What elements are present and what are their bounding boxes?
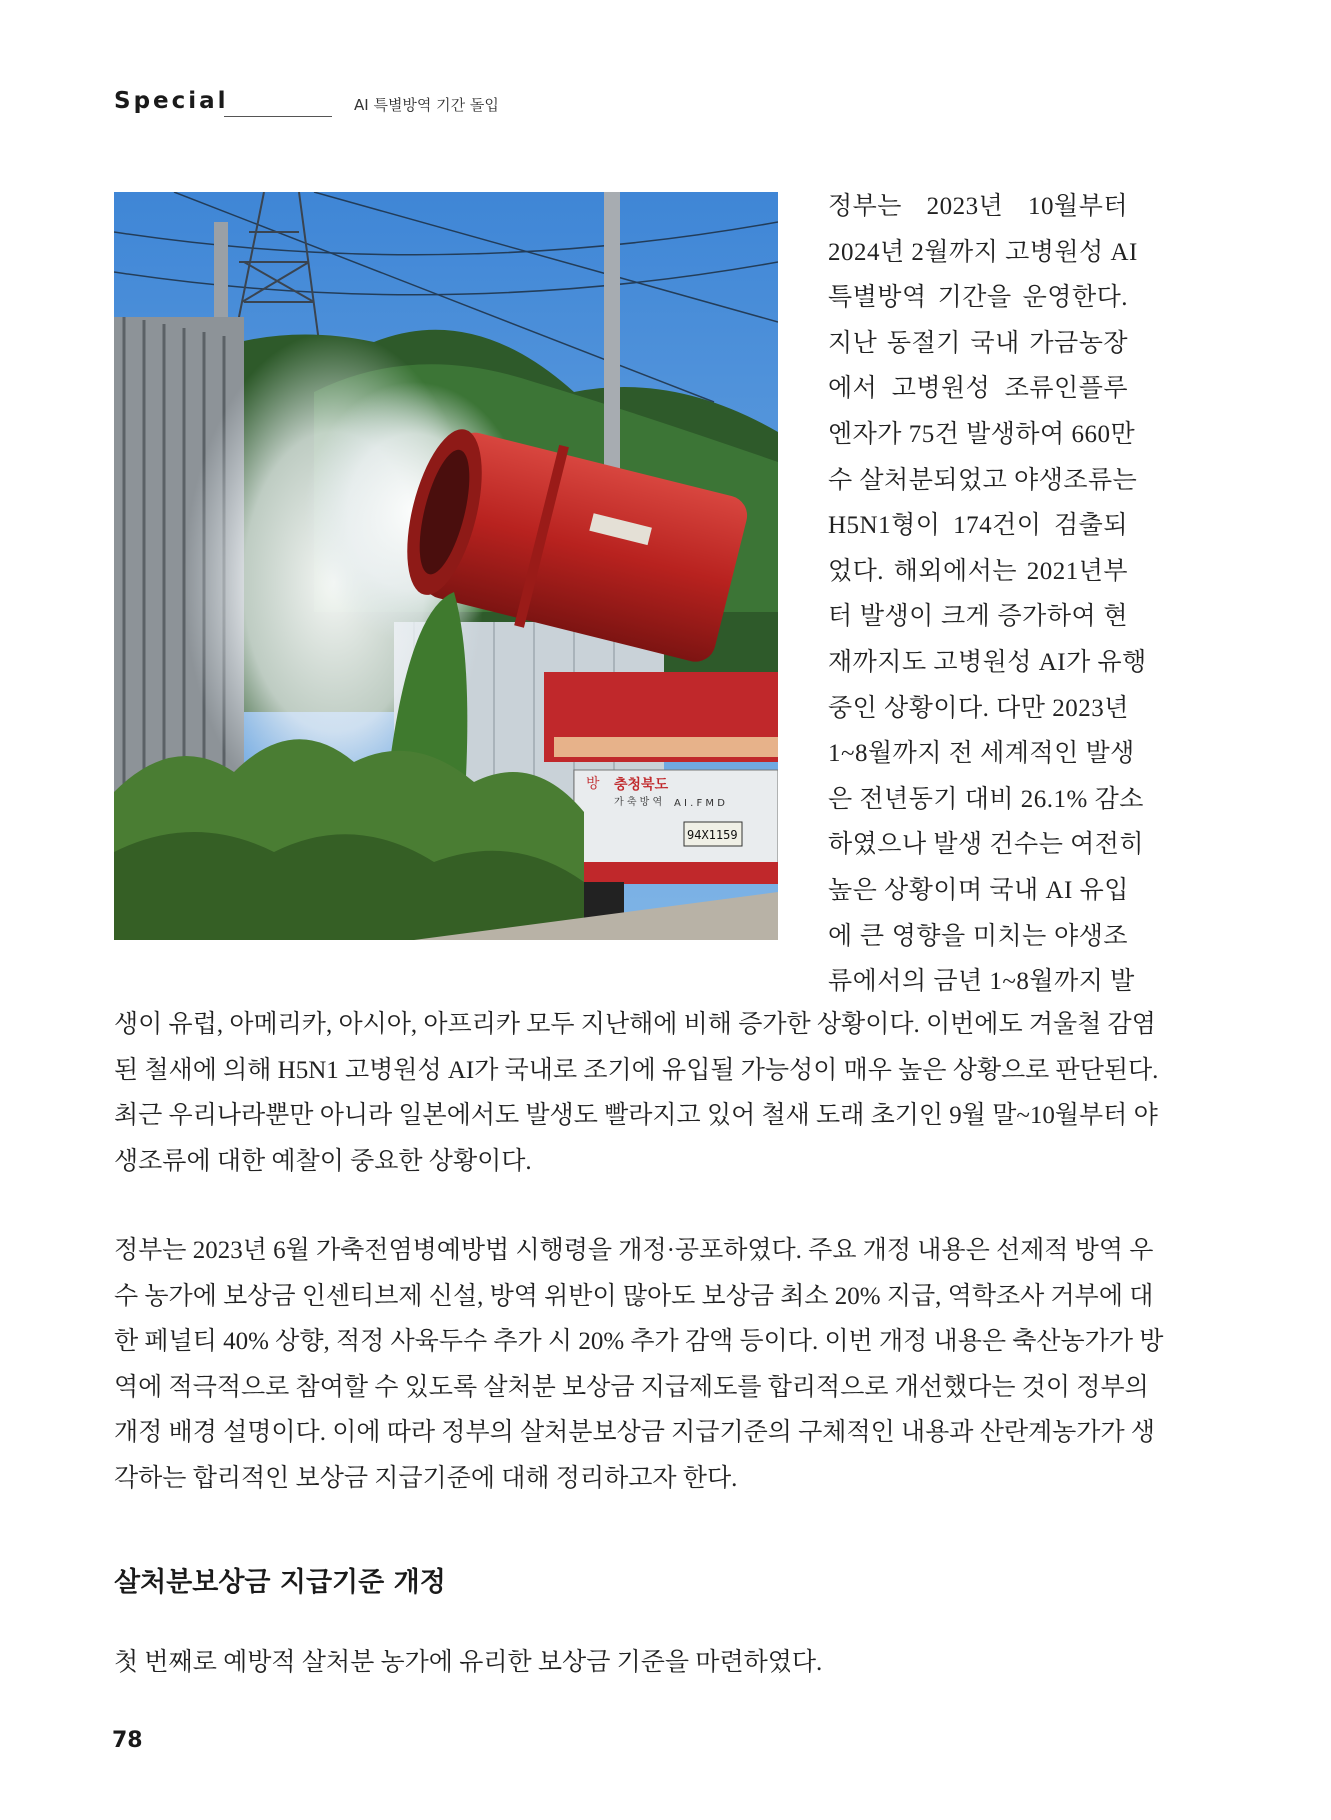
text-line: 하였으나 발생 건수는 여전히 <box>828 831 1145 859</box>
header-divider <box>224 116 332 117</box>
text-line: 었다. 해외에서는 2021년부 <box>828 557 1128 585</box>
text-line: 터 발생이 크게 증가하여 현 <box>828 603 1128 631</box>
text-line: 지난 동절기 국내 가금농장 <box>828 329 1128 357</box>
truck-sign-region: 충청북도 <box>614 777 669 793</box>
text-line: 정부는 2023년 10월부터 <box>828 193 1128 220</box>
truck-sign-lower: A I . F M D <box>674 798 725 809</box>
text-line: 수 살처분되었고 야생조류는 <box>828 466 1138 494</box>
text-line: 한 페널티 40% 상향, 적정 사육두수 추가 시 20% 추가 감액 등이다. 이번 개정 내용은 축산농가가 방 <box>114 1328 1164 1356</box>
text-line: 에 큰 영향을 미치는 야생조 <box>828 922 1128 950</box>
text-line: 개정 배경 설명이다. 이에 따라 정부의 살처분보상금 지급기준의 구체적인 내용과 산란계농가가 생 <box>114 1419 1156 1447</box>
text-line: 수 농가에 보상금 인센티브제 신설, 방역 위반이 많아도 보상금 최소 20% 지급, 역학조사 거부에 대 <box>114 1282 1154 1310</box>
article-photo <box>114 192 778 940</box>
page-number: 78 <box>112 1728 143 1753</box>
text-line: 엔자가 75건 발생하여 660만 <box>828 420 1136 448</box>
paragraph-continuation <box>114 1002 1159 1184</box>
disinfection-truck-photo <box>114 192 778 940</box>
truck-plate: 94X1159 <box>687 828 738 842</box>
header-topic: AI 특별방역 기간 돌입 <box>354 96 499 114</box>
text-line: 생이 유럽, 아메리카, 아시아, 아프리카 모두 지난해에 비해 증가한 상황이다. 이번에도 겨울철 감염 <box>114 1011 1156 1038</box>
text-line: 최근 우리나라뿐만 아니라 일본에서도 발생도 빨라지고 있어 철새 도래 초기인 9월 말~10월부터 야 <box>114 1102 1158 1130</box>
text-line: 생조류에 대한 예찰이 중요한 상황이다. <box>114 1147 532 1175</box>
text-line: 재까지도 고병원성 AI가 유행 <box>828 648 1147 676</box>
text-line: 된 철새에 의해 H5N1 고병원성 AI가 국내로 조기에 유입될 가능성이 매우 높은 상황으로 판단된다. <box>114 1056 1159 1084</box>
text-line: 각하는 합리적인 보상금 지급기준에 대해 정리하고자 한다. <box>114 1464 738 1492</box>
text-line: 역에 적극적으로 참여할 수 있도록 살처분 보상금 지급제도를 합리적으로 개선했다는 것이 정부의 <box>114 1373 1149 1401</box>
wrapped-paragraph <box>828 184 1147 1005</box>
text-line: 에서 고병원성 조류인플루 <box>828 375 1128 403</box>
text-line: 2024년 2월까지 고병원성 AI <box>828 238 1138 266</box>
text-line: 은 전년동기 대비 26.1% 감소 <box>828 785 1144 813</box>
paragraph-policy <box>114 1228 1164 1502</box>
truck-sign-left: 방 <box>586 776 600 792</box>
truck-sign-middle: 가 축 방 역 <box>614 797 663 808</box>
section-label: Special <box>114 88 229 114</box>
text-line: 1~8월까지 전 세계적인 발생 <box>828 740 1135 768</box>
text-line: H5N1형이 174건이 검출되 <box>828 512 1128 540</box>
text-line: 높은 상황이며 국내 AI 유입 <box>828 876 1129 904</box>
text-line: 중인 상황이다. 다만 2023년 <box>828 694 1129 722</box>
section-heading: 살처분보상금 지급기준 개정 <box>114 1567 446 1598</box>
text-line: 특별방역 기간을 운영한다. <box>828 284 1128 312</box>
text-line: 정부는 2023년 6월 가축전염병예방법 시행령을 개정·공포하였다. 주요 개정 내용은 선제적 방역 우 <box>114 1237 1154 1264</box>
paragraph-first-point: 첫 번째로 예방적 살처분 농가에 유리한 보상금 기준을 마련하였다. <box>114 1649 823 1676</box>
text-line: 류에서의 금년 1~8월까지 발 <box>828 968 1135 996</box>
